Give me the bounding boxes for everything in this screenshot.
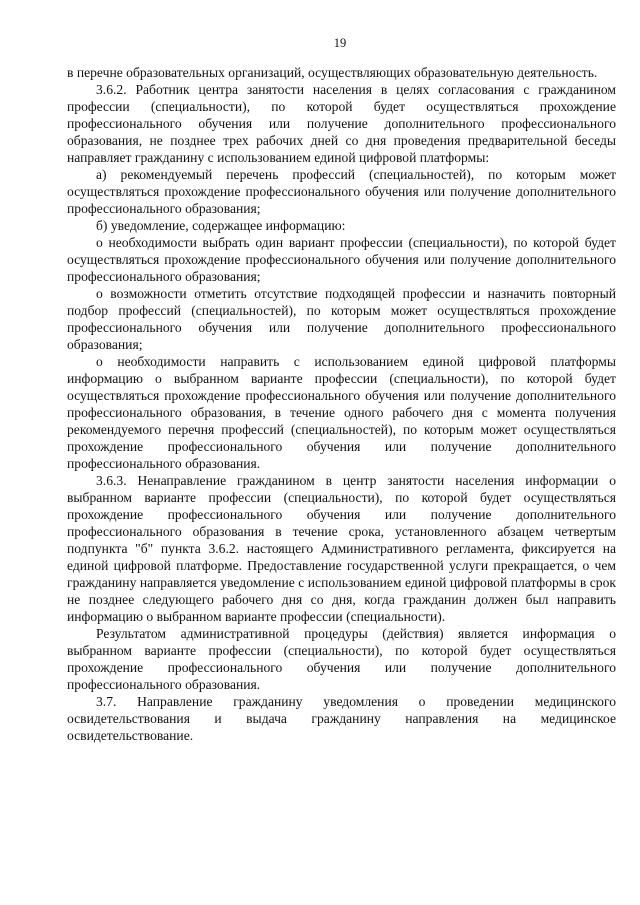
paragraph-sub-b-3: о необходимости направить с использованием единой цифровой платформы информацию о выбранном варианте профессии (специальности), по которой будет осуществляться прохождение профессионального обучения или получение дополнительного профессионального образования, в течение одного рабочего дня с момента получения рекомендуемого перечня профессий (специальностей), по которым может осуществляться прохождение профессионального обучения или получение дополнительного профессионального образования. — [67, 354, 616, 471]
page-number: 19 — [333, 36, 347, 50]
paragraph-sub-b: б) уведомление, содержащее информацию: — [96, 218, 346, 233]
paragraph-sub-a: а) рекомендуемый перечень профессий (специальностей), по которым может осуществляться прохождение профессионального обучения или получение дополнительного профессионального образования; — [67, 167, 616, 216]
paragraph-continuation: в перечне образовательных организаций, осуществляющих образовательную деятельность. — [67, 65, 598, 80]
paragraph-3-6-3: 3.6.3. Ненаправление гражданином в центр занятости населения информации о выбранном варианте профессии (специальности), по которой будет осуществляться прохождение профессионального обучения или получение дополнительного профессионального образования в течение срока, установленного абзацем четвертым подпункта "б" пункта 3.6.2. настоящего Административного регламента, фиксируется на единой цифровой платформе. Предоставление государственной услуги прекращается, о чем гражданину направляется уведомление с использованием единой цифровой платформы в срок не позднее следующего рабочего дня со дня, когда гражданин должен был направить информацию о выбранном варианте профессии (специальности). — [67, 473, 616, 624]
paragraph-3-7: 3.7. Направление гражданину уведомления о проведении медицинского освидетельствования и выдача гражданину направления на медицинское освидетельствование. — [67, 694, 616, 743]
paragraph-3-6-2: 3.6.2. Работник центра занятости населения в целях согласования с гражданином профессии (специальности), по которой будет осуществляться прохождение профессионального обучения или получение дополнительного профессионального образования, не позднее трех рабочих дней со дня проведения предварительной беседы направляет гражданину с использованием единой цифровой платформы: — [67, 82, 616, 165]
paragraph-sub-b-2: о возможности отметить отсутствие подходящей профессии и назначить повторный подбор профессий (специальностей), по которым может осуществляться прохождение профессионального обучения или получение дополнительного профессионального образования; — [67, 286, 616, 352]
paragraph-result: Результатом административной процедуры (действия) является информация о выбранном варианте профессии (специальности), по которой будет осуществляться прохождение профессионального обучения или получение дополнительного профессионального образования. — [67, 626, 616, 692]
paragraph-sub-b-1: о необходимости выбрать один вариант профессии (специальности), по которой будет осуществляться прохождение профессионального обучения или получение дополнительного профессионального образования; — [67, 235, 616, 284]
document-body — [67, 64, 616, 744]
